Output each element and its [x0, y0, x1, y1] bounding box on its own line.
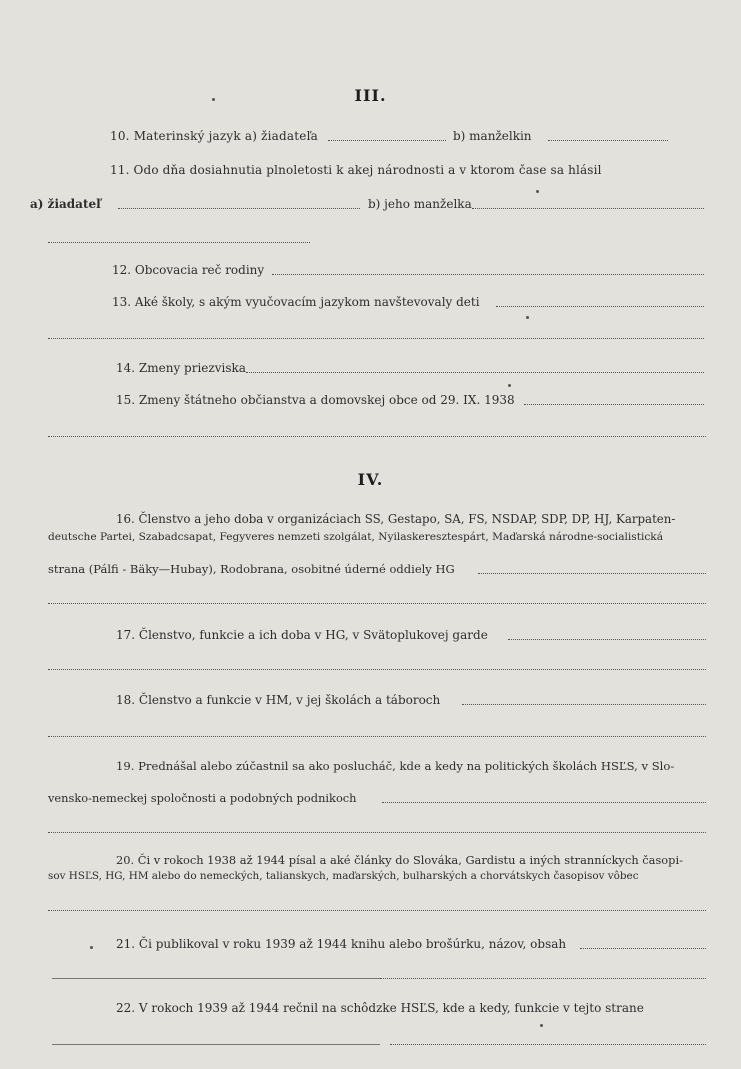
q19-field[interactable]	[382, 802, 706, 803]
q14-field[interactable]	[246, 372, 704, 373]
q13-field-continue[interactable]	[48, 338, 704, 339]
q12-field[interactable]	[272, 274, 704, 275]
q22-field-a[interactable]	[52, 1044, 380, 1045]
q22-field-b[interactable]	[390, 1044, 706, 1045]
q11-field-b[interactable]	[472, 208, 704, 209]
q16-line3: strana (Pálfi - Bäky—Hubay), Rodobrana, osobitné úderné oddiely HG	[48, 562, 455, 576]
q19-field-continue[interactable]	[48, 832, 706, 833]
q11-line1: 11. Odo dňa dosiahnutia plnoletosti k akej národnosti a v ktorom čase sa hlásil	[110, 163, 602, 177]
q16-field-continue[interactable]	[48, 603, 706, 604]
q20-line1: 20. Či v rokoch 1938 až 1944 písal a aké články do Slováka, Gardistu a iných stranníckych časopi-	[116, 853, 683, 867]
q20-line2: sov HSĽS, HG, HM alebo do nemeckých, talianskych, maďarských, bulharských a chorvátskych časopisov vôbec	[48, 870, 639, 882]
q15-field[interactable]	[524, 404, 704, 405]
paper-speck	[212, 98, 215, 101]
q18-field-continue[interactable]	[48, 736, 706, 737]
section-4-heading: IV.	[357, 470, 384, 489]
q18-field[interactable]	[462, 704, 706, 705]
q19-line1: 19. Prednášal alebo zúčastnil sa ako poslucháč, kde a kedy na politických školách HSĽS, v Slo-	[116, 759, 675, 773]
q19-line2: vensko-nemeckej spoločnosti a podobných podnikoch	[48, 791, 357, 805]
q11-field-continue[interactable]	[48, 242, 310, 243]
q16-line2: deutsche Partei, Szabadcsapat, Fegyveres nemzeti szolgálat, Nyilaskeresztespárt, Maďarská národne-socialistická	[48, 531, 664, 543]
q16-field[interactable]	[478, 573, 706, 574]
q16-line1: 16. Členstvo a jeho doba v organizáciach SS, Gestapo, SA, FS, NSDAP, SDP, DP, HJ, Karpaten-	[116, 512, 676, 526]
q14-label: 14. Zmeny priezviska	[116, 361, 246, 375]
q10-field-b[interactable]	[548, 140, 668, 141]
q11-label-a: a) žiadateľ	[30, 197, 101, 211]
paper-speck	[90, 946, 93, 949]
q17-label: 17. Členstvo, funkcie a ich doba v HG, v Svätoplukovej garde	[116, 628, 488, 642]
q21-field-continue-a[interactable]	[52, 978, 380, 979]
q12-label: 12. Obcovacia reč rodiny	[112, 263, 265, 277]
paper-speck	[540, 1024, 543, 1027]
q22-label: 22. V rokoch 1939 až 1944 rečnil na schôdzke HSĽS, kde a kedy, funkcie v tejto strane	[116, 1001, 644, 1015]
q20-field-continue[interactable]	[48, 910, 706, 911]
q11-field-a[interactable]	[118, 208, 360, 209]
q10-field-a[interactable]	[328, 140, 446, 141]
q13-field[interactable]	[496, 306, 704, 307]
q10-label-a: 10. Materinský jazyk a) žiadateľa	[110, 129, 318, 143]
paper-speck	[508, 384, 511, 387]
q11-label-b: b) jeho manželka	[368, 197, 472, 211]
q21-label: 21. Či publikoval v roku 1939 až 1944 knihu alebo brošúrku, názov, obsah	[116, 937, 567, 951]
q15-label: 15. Zmeny štátneho občianstva a domovskej obce od 29. IX. 1938	[116, 393, 515, 407]
q13-label: 13. Aké školy, s akým vyučovacím jazykom navštevovaly deti	[112, 295, 480, 309]
q10-label-b: b) manželkin	[453, 129, 532, 143]
q15-field-continue[interactable]	[48, 436, 706, 437]
q17-field-continue[interactable]	[48, 669, 706, 670]
section-3-heading: III.	[354, 86, 387, 105]
q21-field-continue-b[interactable]	[380, 978, 706, 979]
q17-field[interactable]	[508, 639, 706, 640]
q18-label: 18. Členstvo a funkcie v HM, v jej školách a táboroch	[116, 693, 441, 707]
paper-speck	[526, 316, 529, 319]
paper-speck	[536, 190, 539, 193]
q21-field[interactable]	[580, 948, 706, 949]
